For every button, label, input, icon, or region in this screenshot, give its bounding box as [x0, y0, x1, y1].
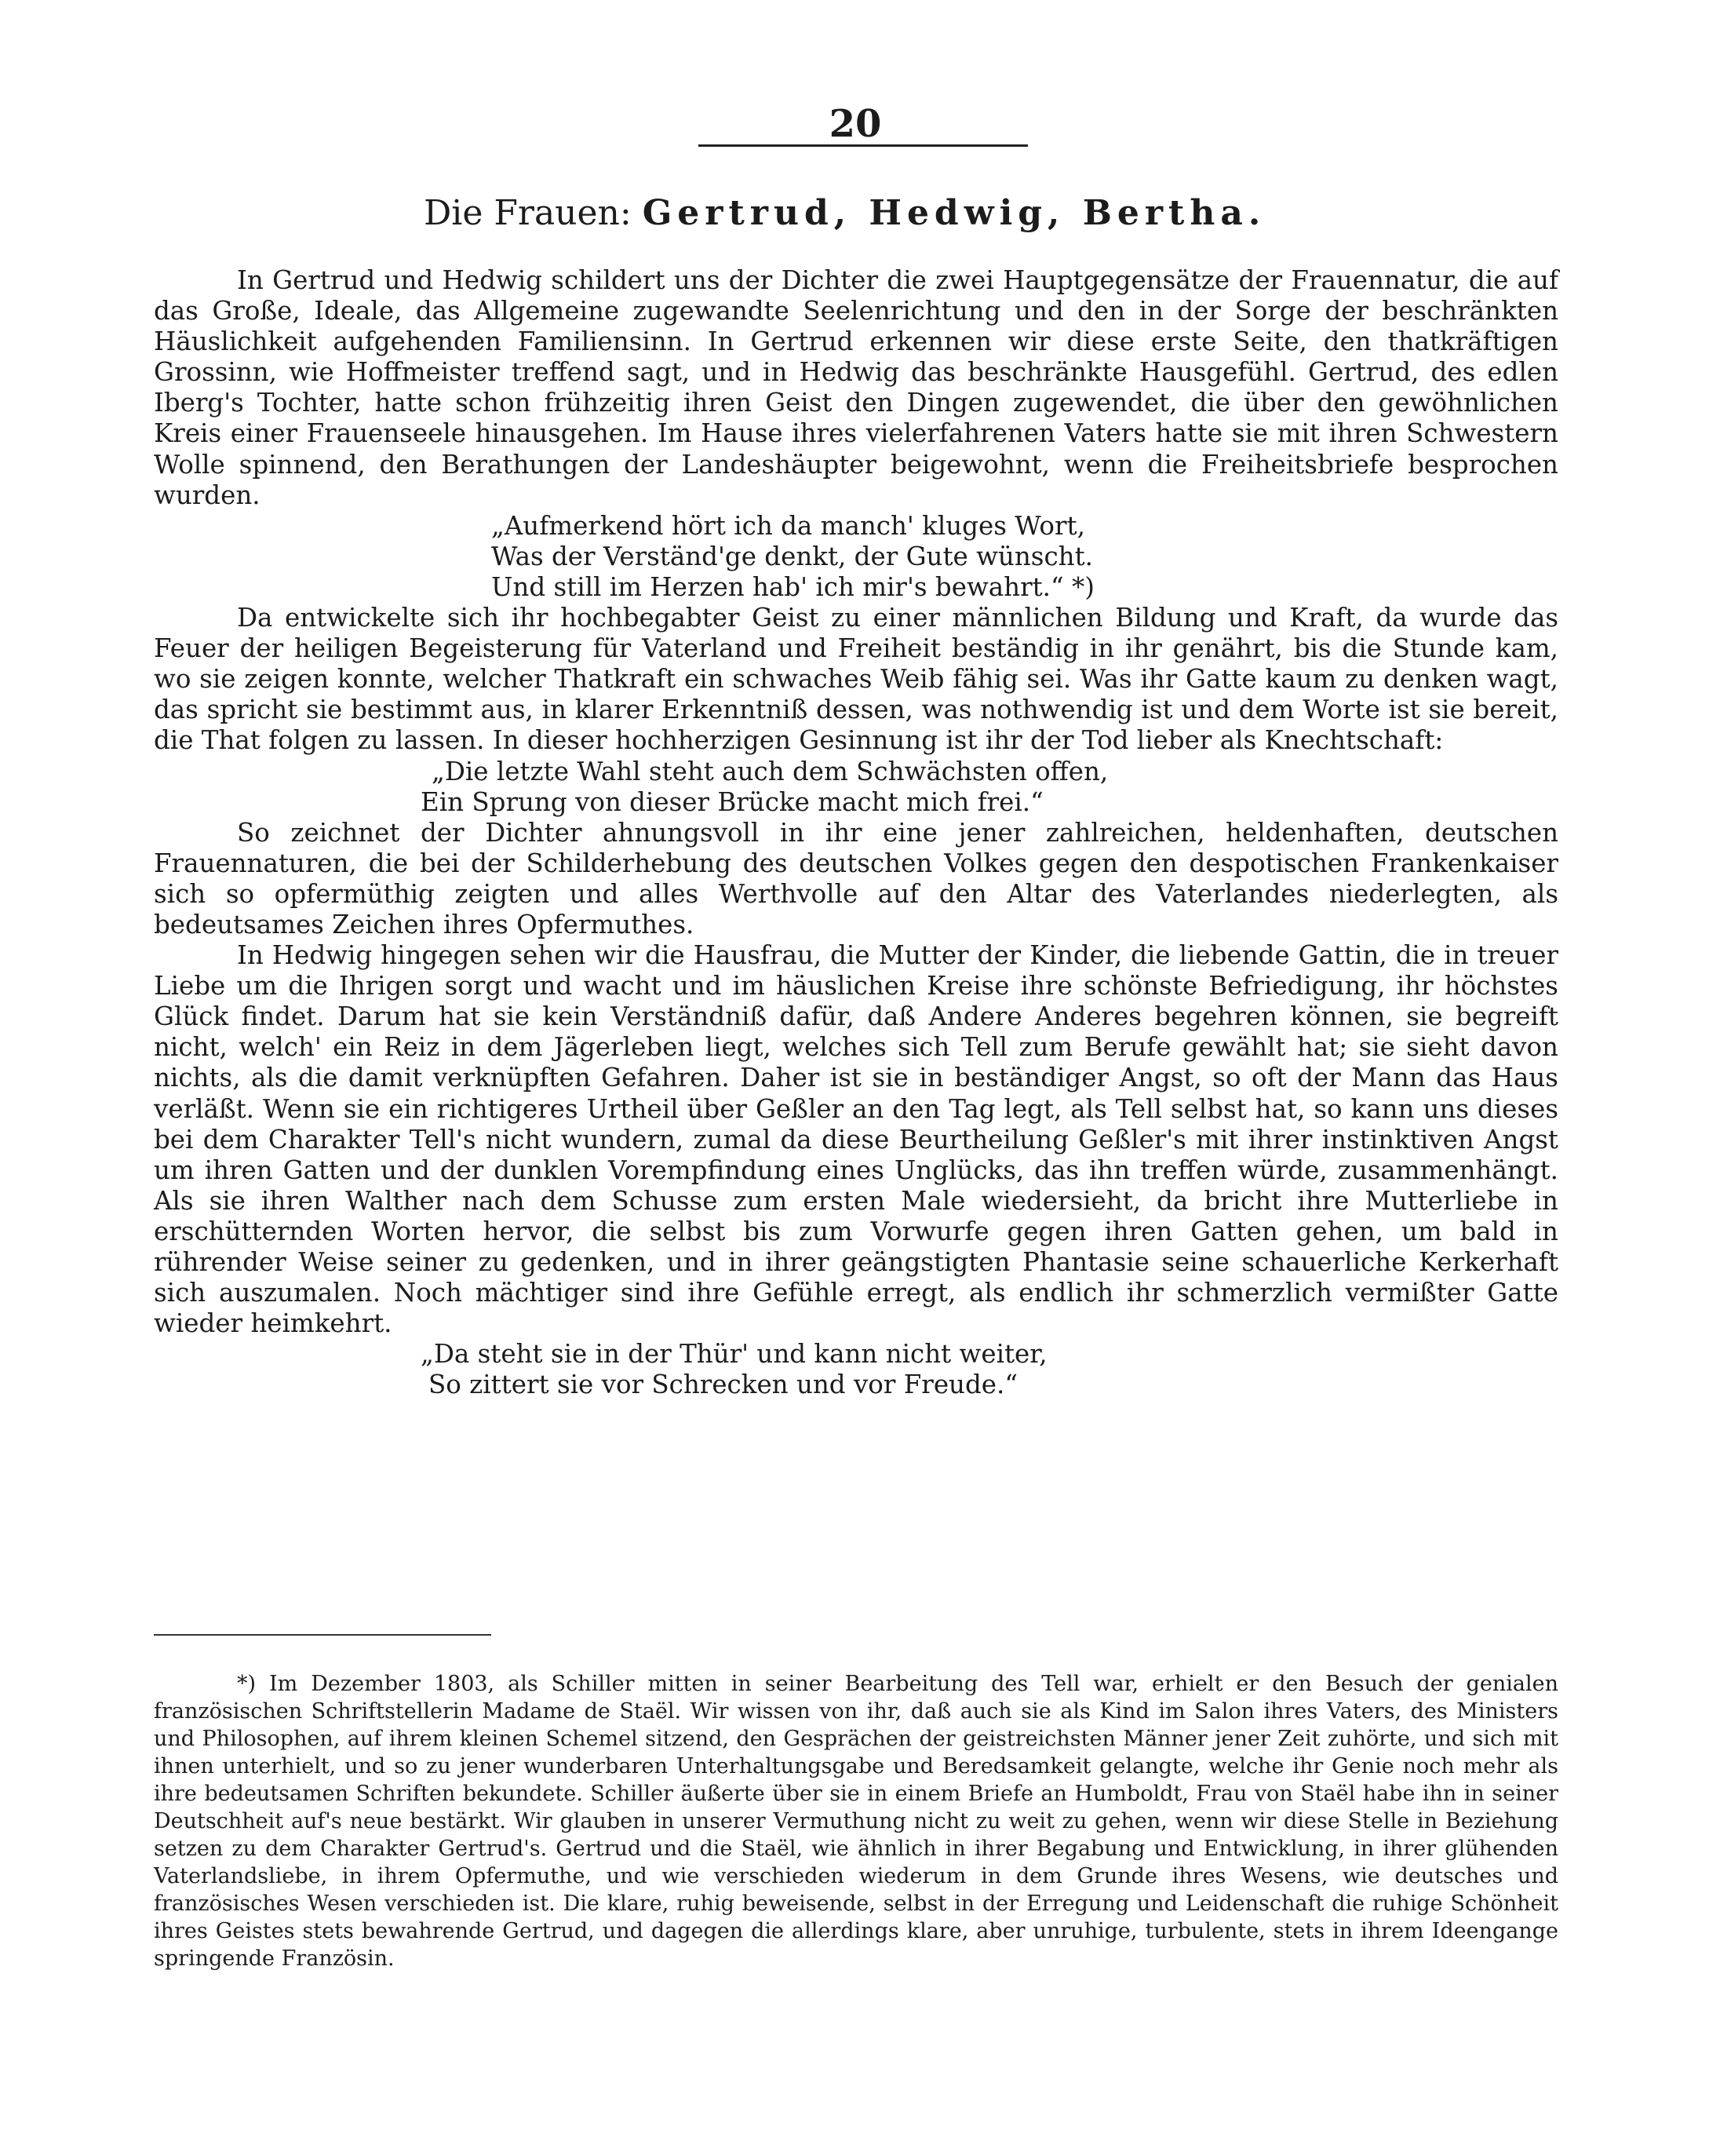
- verse-line: So zittert sie vor Schrecken und vor Freude.“: [428, 1370, 1018, 1400]
- verse-quote-3: [154, 1339, 1558, 1400]
- verse-line: „Aufmerkend hört ich da manch' kluges Wort,: [491, 510, 1085, 541]
- paragraph-frauennaturen: So zeichnet der Dichter ahnungsvoll in ihr eine jener zahlreichen, heldenhaften, deutschen Frauennaturen, die bei der Schilderhebung des deutschen Volkes gegen den despotischen Frankenkaiser sich so opfermüthig zeigten und alles Werthvolle auf den Altar des Vaterlandes niederlegten, als bedeutsames Zeichen ihres Opfermuthes.: [154, 817, 1558, 939]
- paragraph-gertrud-intro: In Gertrud und Hedwig schildert uns der Dichter die zwei Hauptgegensätze der Frauennatur, die auf das Große, Ideale, das Allgemeine zugewandte Seelenrichtung und den in der Sorge der beschränkten Häuslichkeit aufgehenden Familiensinn. In Gertrud erkennen wir diese erste Seite, den thatkräftigen Grossinn, wie Hoffmeister treffend sagt, und in Hedwig das beschränkte Hausgefühl. Gertrud, des edlen Iberg's Tochter, hatte schon frühzeitig ihren Geist den Dingen zugewendet, die über den gewöhnlichen Kreis einer Frauenseele hinausgehen. Im Hause ihres vielerfahrenen Vaters hatte sie mit ihren Schwestern Wolle spinnend, den Berathungen der Landeshäupter beigewohnt, wenn die Freiheitsbriefe besprochen wurden.: [154, 265, 1558, 510]
- page-number: 20: [829, 102, 882, 146]
- verse-line: Was der Verständ'ge denkt, der Gute wünscht.: [491, 541, 1093, 571]
- section-title-prefix: Die Frauen:: [424, 193, 632, 233]
- footnote-text: *) Im Dezember 1803, als Schiller mitten in seiner Bearbeitung des Tell war, erhielt er den Besuch der genialen französischen Schriftstellerin Madame de Staël. Wir wissen von ihr, daß auch sie als Kind im Salon ihres Vaters, des Ministers und Philosophen, auf ihrem kleinen Schemel sitzend, den Gesprächen der geistreichsten Männer jener Zeit zuhörte, und sich mit ihnen unterhielt, und so zu jener wunderbaren Unterhaltungsgabe und Beredsamkeit gelangte, welche ihr Genie noch mehr als ihre bedeutsamen Schriften bekundete. Schiller äußerte über sie in einem Briefe an Humboldt, Frau von Staël habe ihn in seiner Deutschheit auf's neue bestärkt. Wir glauben in unserer Vermuthung nicht zu weit zu gehen, wenn wir diese Stelle in Beziehung setzen zu dem Charakter Gertrud's. Gertrud und die Staël, wie ähnlich in ihrer Begabung und Entwicklung, in ihrer glühenden Vaterlandsliebe, in ihrem Opfermuthe, und wie verschieden wiederum in dem Grunde ihres Wesens, wie deutsches und französisches Wesen verschieden ist. Die klare, ruhig beweisende, selbst in der Erregung und Leidenschaft die ruhige Schönheit ihres Geistes stets bewahrende Gertrud, und dagegen die allerdings klare, aber unruhige, turbulente, stets in ihrem Ideengange springende Französin.: [154, 1672, 1558, 1971]
- footnote: [154, 1670, 1558, 1972]
- verse-line: „Die letzte Wahl steht auch dem Schwächsten offen,: [432, 756, 1109, 786]
- paragraph-hedwig: In Hedwig hingegen sehen wir die Hausfrau, die Mutter der Kinder, die liebende Gattin, die in treuer Liebe um die Ihrigen sorgt und wacht und im häuslichen Kreise ihre schönste Befriedigung, ihr höchstes Glück findet. Darum hat sie kein Verständniß dafür, daß Andere Anderes begehren können, sie begreift nicht, welch' ein Reiz in dem Jägerleben liegt, welches sich Tell zum Berufe gewählt hat; sie sieht davon nichts, als die damit verknüpften Gefahren. Daher ist sie in beständiger Angst, so oft der Mann das Haus verläßt. Wenn sie ein richtigeres Urtheil über Geßler an den Tag legt, als Tell selbst hat, so kann uns dieses bei dem Charakter Tell's nicht wundern, zumal da diese Beurtheilung Geßler's mit ihrer instinktiven Angst um ihren Gatten und der dunklen Vorempfindung eines Unglücks, das ihn treffen würde, zusammenhängt. Als sie ihren Walther nach dem Schusse zum ersten Male wiedersieht, da bricht ihre Mutterliebe in erschütternden Worten hervor, die selbst bis zum Vorwurfe gegen ihren Gatten gehen, um bald in rührender Weise seiner zu gedenken, und in ihrer geängstigten Phantasie seine schauerliche Kerkerhaft sich auszumalen. Noch mächtiger sind ihre Gefühle erregt, als endlich ihr schmerzlich vermißter Gatte wieder heimkehrt.: [154, 940, 1558, 1339]
- verse-line: „Da steht sie in der Thür' und kann nicht weiter,: [421, 1339, 1048, 1370]
- section-title: [424, 190, 1350, 237]
- verse-line: Ein Sprung von dieser Brücke macht mich frei.“: [421, 786, 1044, 817]
- header-rule: [698, 144, 1028, 147]
- section-title-names: Gertrud, Hedwig, Bertha.: [642, 193, 1266, 233]
- main-text: [154, 265, 1558, 1400]
- verse-quote-2: [154, 757, 1558, 818]
- verse-quote-1: [154, 511, 1558, 603]
- footnote-rule: [154, 1634, 491, 1636]
- paragraph-gertrud-development: Da entwickelte sich ihr hochbegabter Geist zu einer männlichen Bildung und Kraft, da wurde das Feuer der heiligen Begeisterung für Vaterland und Freiheit beständig in ihr genährt, bis die Stunde kam, wo sie zeigen konnte, welcher Thatkraft ein schwaches Weib fähig sei. Was ihr Gatte kaum zu denken wagt, das spricht sie bestimmt aus, in klarer Erkenntniß dessen, was nothwendig ist und dem Worte ist sie bereit, die That folgen zu lassen. In dieser hochherzigen Gesinnung ist ihr der Tod lieber als Knechtschaft:: [154, 603, 1558, 756]
- verse-line: Und still im Herzen hab' ich mir's bewahrt.“ *): [491, 571, 1095, 602]
